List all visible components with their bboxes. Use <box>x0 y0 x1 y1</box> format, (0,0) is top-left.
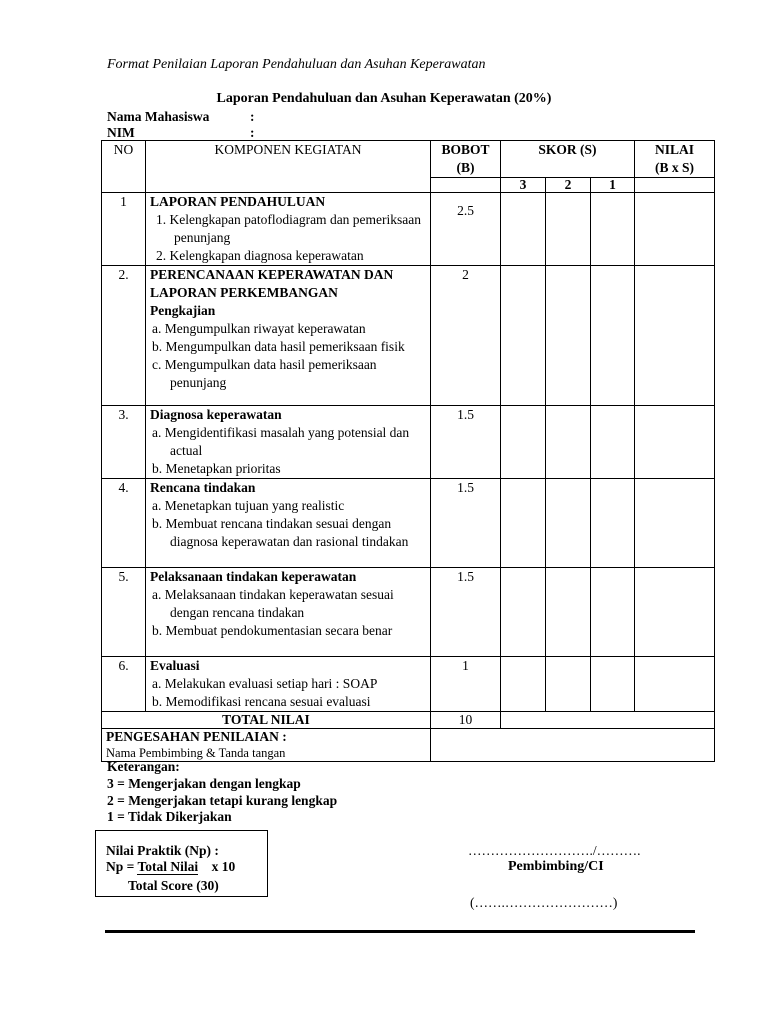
nilai-cell[interactable] <box>635 193 715 266</box>
total-nilai-cell[interactable] <box>501 712 715 729</box>
nilai-praktik-box <box>95 830 268 897</box>
skor-1-cell[interactable] <box>591 479 635 568</box>
table-row <box>102 657 715 712</box>
keterangan-line: 2 = Mengerjakan tetapi kurang lengkap <box>107 793 338 808</box>
row-bobot: 1.5 <box>431 568 501 657</box>
skor-2-cell[interactable] <box>546 406 591 479</box>
row-no: 5. <box>102 568 146 657</box>
header-komponen: KOMPONEN KEGIATAN <box>146 141 431 193</box>
row-item: b. Memodifikasi rencana sesuai evaluasi <box>152 694 371 709</box>
keterangan-line: 3 = Mengerjakan dengan lengkap <box>107 776 301 791</box>
skor-2-cell[interactable] <box>546 657 591 712</box>
header-skor-1: 1 <box>591 178 635 193</box>
table-row <box>102 193 715 266</box>
row-title: LAPORAN PENDAHULUAN <box>150 194 326 209</box>
keterangan-heading: Keterangan: <box>107 759 180 774</box>
header-skor-3: 3 <box>501 178 546 193</box>
header-nilai-blank <box>635 178 715 193</box>
header-no: NO <box>102 141 146 193</box>
row-item: a. Melakukan evaluasi setiap hari : SOAP <box>152 676 378 691</box>
row-komponen <box>146 406 431 479</box>
total-value: 10 <box>431 712 501 729</box>
nilai-cell[interactable] <box>635 266 715 406</box>
row-komponen <box>146 193 431 266</box>
np-formula <box>106 859 235 875</box>
skor-3-cell[interactable] <box>501 568 546 657</box>
row-item: 2. Kelengkapan diagnosa keperawatan <box>156 248 364 263</box>
total-row <box>102 712 715 729</box>
row-komponen <box>146 568 431 657</box>
header-skor-2: 2 <box>546 178 591 193</box>
nilai-cell[interactable] <box>635 406 715 479</box>
row-bobot: 1.5 <box>431 406 501 479</box>
header-skor: SKOR (S) <box>501 141 635 178</box>
np-numerator: Total Nilai <box>137 859 199 874</box>
header-nilai-line2: (B x S) <box>654 160 694 175</box>
row-title: Diagnosa keperawatan <box>150 407 282 422</box>
header-italic-title: Format Penilaian Laporan Pendahuluan dan Asuhan Keperawatan <box>107 57 486 72</box>
row-item: c. Mengumpulkan data hasil pemeriksaan penunjang <box>152 357 377 390</box>
skor-1-cell[interactable] <box>591 406 635 479</box>
pengesahan-row <box>102 729 715 762</box>
row-item: 1. Kelengkapan patoflodiagram dan pemeriksaan penunjang <box>156 212 422 245</box>
row-item: a. Mengumpulkan riwayat keperawatan <box>152 321 366 336</box>
row-title: Pelaksanaan tindakan keperawatan <box>150 569 357 584</box>
row-bobot: 2.5 <box>431 193 501 266</box>
row-no: 2. <box>102 266 146 406</box>
row-bobot: 1.5 <box>431 479 501 568</box>
signature-date-dots: ………………………./………. <box>468 843 641 858</box>
header-nilai-line1: NILAI <box>654 142 694 157</box>
nama-mahasiswa-colon: : <box>250 109 255 124</box>
skor-3-cell[interactable] <box>501 657 546 712</box>
row-title: Rencana tindakan <box>150 480 256 495</box>
np-suffix: x 10 <box>211 859 236 874</box>
row-komponen <box>146 479 431 568</box>
skor-3-cell[interactable] <box>501 479 546 568</box>
table-row <box>102 406 715 479</box>
nim-label: NIM <box>107 125 135 140</box>
skor-3-cell[interactable] <box>501 406 546 479</box>
row-komponen <box>146 266 431 406</box>
header-bobot <box>431 141 501 178</box>
pengesahan-cell <box>102 729 431 762</box>
row-no: 6. <box>102 657 146 712</box>
np-denominator: Total Score (30) <box>128 878 219 893</box>
table-row <box>102 266 715 406</box>
row-item: a. Mengidentifikasi masalah yang potensial dan actual <box>152 425 410 458</box>
np-prefix: Np = <box>106 859 138 874</box>
table-row <box>102 568 715 657</box>
nama-mahasiswa-label: Nama Mahasiswa <box>107 109 210 124</box>
nilai-cell[interactable] <box>635 568 715 657</box>
bottom-rule <box>105 930 695 933</box>
row-bobot: 2 <box>431 266 501 406</box>
skor-1-cell[interactable] <box>591 193 635 266</box>
skor-2-cell[interactable] <box>546 568 591 657</box>
row-item: b. Membuat pendokumentasian secara benar <box>152 623 393 638</box>
row-no: 4. <box>102 479 146 568</box>
skor-3-cell[interactable] <box>501 266 546 406</box>
document-title: Laporan Pendahuluan dan Asuhan Keperawatan (20%) <box>216 91 552 106</box>
row-item: a. Menetapkan tujuan yang realistic <box>152 498 345 513</box>
nim-colon: : <box>250 125 255 140</box>
nilai-cell[interactable] <box>635 479 715 568</box>
signature-role: Pembimbing/CI <box>508 859 604 874</box>
pengesahan-label: PENGESAHAN PENILAIAN : <box>106 729 287 744</box>
nilai-cell[interactable] <box>635 657 715 712</box>
signature-name-dots: (…….……………………) <box>470 895 618 910</box>
skor-1-cell[interactable] <box>591 568 635 657</box>
row-komponen <box>146 657 431 712</box>
row-no: 3. <box>102 406 146 479</box>
skor-2-cell[interactable] <box>546 266 591 406</box>
row-bobot: 1 <box>431 657 501 712</box>
pengesahan-sub: Nama Pembimbing & Tanda tangan <box>106 746 286 760</box>
row-subtitle: Pengkajian <box>150 303 216 318</box>
np-line1: Nilai Praktik (Np) : <box>106 843 219 858</box>
total-label: TOTAL NILAI <box>102 712 431 729</box>
skor-1-cell[interactable] <box>591 266 635 406</box>
row-title: Evaluasi <box>150 658 200 673</box>
row-item: b. Mengumpulkan data hasil pemeriksaan fisik <box>152 339 405 354</box>
row-item: b. Membuat rencana tindakan sesuai dengan diagnosa keperawatan dan rasional tindakan <box>152 516 409 549</box>
header-bobot-line2: (B) <box>456 160 475 175</box>
keterangan-line: 1 = Tidak Dikerjakan <box>107 809 232 824</box>
row-item: a. Melaksanaan tindakan keperawatan sesuai dengan rencana tindakan <box>152 587 394 620</box>
header-nilai <box>635 141 715 178</box>
pengesahan-signature-cell[interactable] <box>431 729 715 762</box>
row-title: PERENCANAAN KEPERAWATAN DAN LAPORAN PERKEMBANGAN <box>150 267 394 300</box>
assessment-table <box>101 140 715 762</box>
skor-3-cell[interactable] <box>501 193 546 266</box>
row-no: 1 <box>102 193 146 266</box>
row-item: b. Menetapkan prioritas <box>152 461 281 476</box>
skor-1-cell[interactable] <box>591 657 635 712</box>
skor-2-cell[interactable] <box>546 479 591 568</box>
header-bobot-line1: BOBOT <box>441 142 490 157</box>
header-bobot-blank <box>431 178 501 193</box>
table-row <box>102 479 715 568</box>
skor-2-cell[interactable] <box>546 193 591 266</box>
